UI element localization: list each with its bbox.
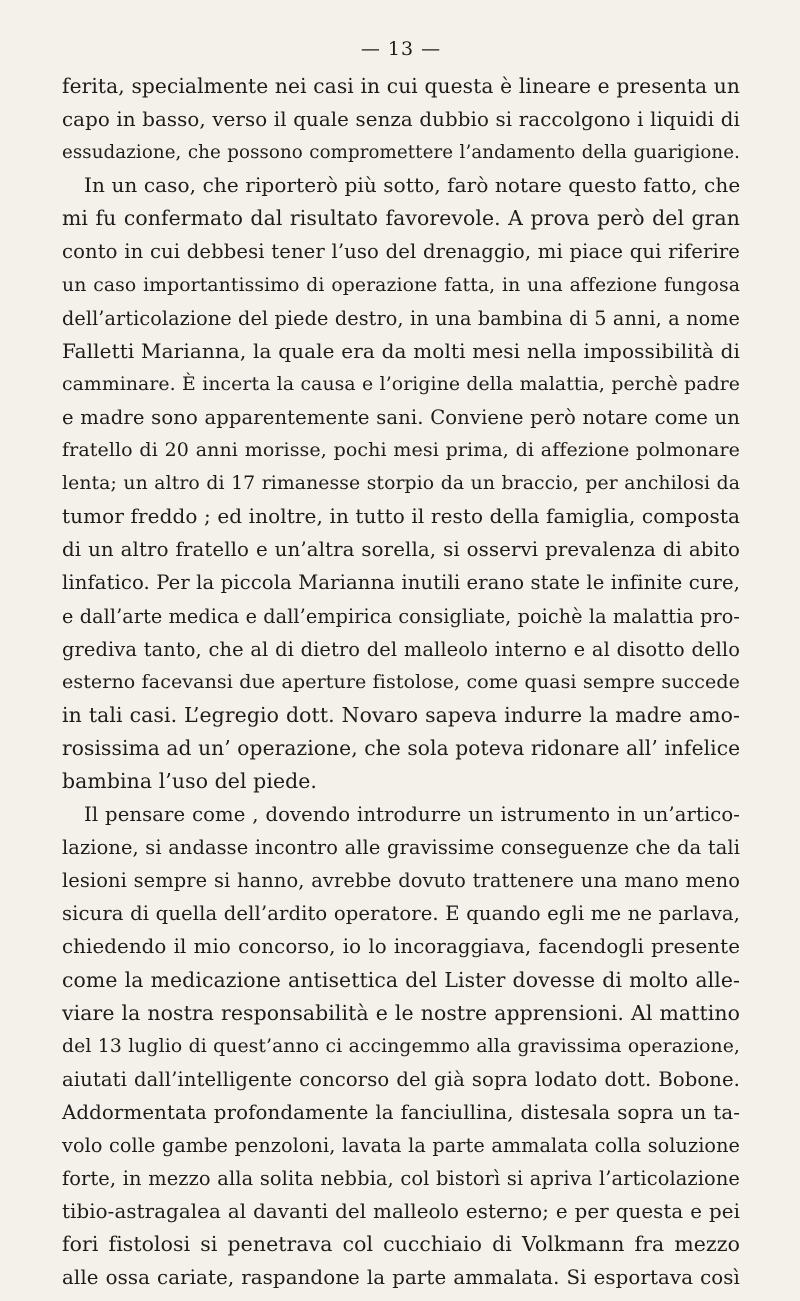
text-line: rosissima ad un’ operazione, che sola poteva ridonare all’ infelice [62,735,741,760]
text-line: camminare. È incerta la causa e l’origine della malattia, perchè padre [62,373,740,395]
body-text [62,70,740,1294]
text-line: come la medicazione antisettica del Lister dovesse di molto alle- [62,967,740,992]
text-line: alle ossa cariate, raspandone la parte ammalata. Si esportava così [62,1266,740,1290]
text-line: fori fistolosi si penetrava col cucchiaio di Volkmann fra mezzo [62,1232,740,1257]
text-line: Il pensare come , dovendo introdurre un istrumento in un’artico- [84,803,740,827]
text-line: forte, in mezzo alla solita nebbia, col bistorì si apriva l’articolazione [62,1167,740,1191]
text-line: del 13 luglio di quest’anno ci accingemmo alla gravissima operazione, [62,1035,740,1057]
text-line: capo in basso, verso il quale senza dubbio si raccolgono i liquidi di [62,108,740,132]
text-line: esterno facevansi due aperture fistolose, come quasi sempre succede [62,670,740,693]
text-line: aiutati dall’intelligente concorso del già sopra lodato dott. Bobone. [62,1067,740,1091]
page-number: — 13 — [360,38,442,60]
text-line: in tali casi. L’egregio dott. Novaro sapeva indurre la madre amo- [62,702,740,727]
text-line: dell’articolazione del piede destro, in una bambina di 5 anni, a nome [62,306,740,330]
text-line: mi fu confermato dal risultato favorevole. A prova però del gran [62,206,740,231]
text-line: viare la nostra responsabilità e le nostre apprensioni. Al mattino [62,1000,740,1025]
text-line: e dall’arte medica e dall’empirica consigliate, poichè la malattia pro- [62,604,740,628]
text-line: ferita, specialmente nei casi in cui questa è lineare e presenta un [62,74,740,98]
text-line: sicura di quella dell’ardito operatore. E quando egli me ne parlava, [62,902,740,926]
text-line: grediva tanto, che al di dietro del malleolo interno e al disotto dello [62,637,740,661]
text-line: fratello di 20 anni morisse, pochi mesi prima, di affezione polmonare [62,439,740,462]
text-line: e madre sono apparentemente sani. Conviene però notare come un [62,405,740,429]
text-line: di un altro fratello e un’altra sorella, si osservi prevalenza di abito [62,538,740,562]
text-line: lazione, si andasse incontro alle gravissime conseguenze che da tali [62,836,740,860]
text-line: Falletti Marianna, la quale era da molti mesi nella impossibilità di [62,338,740,363]
text-line: volo colle gambe penzoloni, lavata la parte ammalata colla soluzione [62,1134,740,1157]
text-line: Addormentata profondamente la fanciullina, distesala sopra un ta- [62,1100,740,1124]
text-line: un caso importantissimo di operazione fatta, in una affezione fungosa [62,274,740,296]
text-line: lesioni sempre si hanno, avrebbe dovuto trattenere una mano meno [62,869,740,893]
text-line: bambina l’uso del piede. [62,768,318,793]
text-line: linfatico. Per la piccola Marianna inutili erano state le infinite cure, [62,571,740,595]
text-line: tibio-astragalea al davanti del malleolo esterno; e per questa e pei [62,1200,740,1224]
text-line: lenta; un altro di 17 rimanesse storpio da un braccio, per anchilosi da [62,473,740,495]
text-line: chiedendo il mio concorso, io lo incoraggiava, facendogli presente [62,935,740,959]
text-line: tumor freddo ; ed inoltre, in tutto il resto della famiglia, composta [62,504,740,529]
text-line: In un caso, che riporterò più sotto, farò notare questo fatto, che [84,173,741,198]
text-line: conto in cui debbesi tener l’uso del drenaggio, mi piace qui riferire [62,240,740,264]
text-line: essudazione, che possono compromettere l’andamento della guarigione. [62,142,740,164]
